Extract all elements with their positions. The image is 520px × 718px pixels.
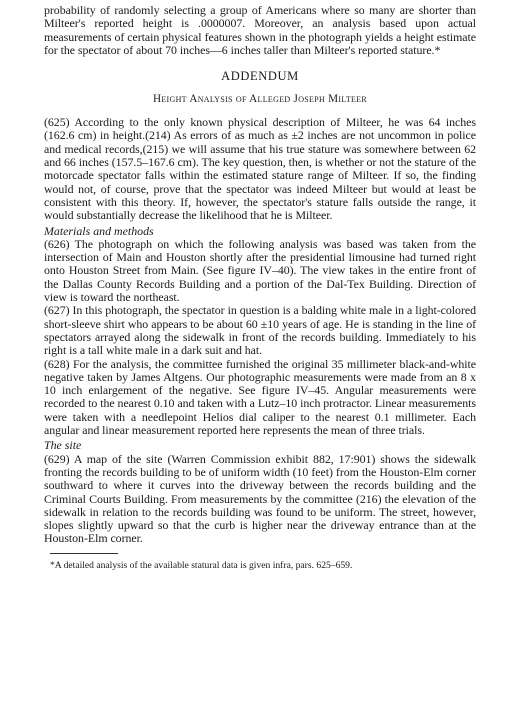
paragraph-626: (626) The photograph on which the following analysis was based was taken from the intersection of Main and Houston shortly after the presidential limousine had turned right onto Houston Street from Main. (See figure IV–40). The view takes in the entire front of the Dallas County Records Building and a portion of the Dal-Tex Building. Direction of view is toward the northeast. [44,236,476,305]
paragraph-628: (628) For the analysis, the committee furnished the original 35 millimeter black-and-white negative taken by James Altgens. Our photographic measurements were made from an 8 x 10 inch enlargement of the negative. See figure IV–45. Angular measurements were recorded to the nearest 0.10 and taken with a Lutz–10 inch protractor. Linear measurements were taken with a needlepoint Helios dial caliper to the nearest 0.1 millimeter. Each angular and linear measurement reported here represents the mean of three trials. [44,356,476,438]
paragraph-629: (629) A map of the site (Warren Commission exhibit 882, 17:901) shows the sidewalk fronting the records building to be of uniform width (10 feet) from the Houston-Elm corner southward to where it curves into the driveway between the records building and the Criminal Courts Building. From measurements by the committee (216) the elevation of the sidewalk in relation to the records building was found to be uniform. The street, however, slopes slightly upward so that the curb is higher near the driveway entrance than at the Houston-Elm corner. [44,451,476,546]
intro-paragraph: probability of randomly selecting a group of Americans where so many are shorter than Milteer's reported height is .0000007. Moreover, an analysis based upon actual measurements of certain physical features shown in the photograph yields a height estimate for the spectator of about 70 inches—6 inches taller than Milteer's reported stature.* [44,3,476,57]
section-heading-site: The site [44,438,82,453]
addendum-heading: ADDENDUM [221,69,299,84]
subheading: Height Analysis of Alleged Joseph Milteer [152,93,368,106]
paragraph-627: (627) In this photograph, the spectator in question is a balding white male in a light-colored short-sleeve shirt who appears to be about 60 ±10 years of age. He is standing in the line of spectators arrayed along the sidewalk in front of the records building. Immediately to his right is a tall white male in a dark suit and hat. [44,303,476,358]
section-heading-materials: Materials and methods [44,223,154,238]
footnote: *A detailed analysis of the available statural data is given infra, pars. 625–659. [50,559,353,571]
footnote-divider [50,553,118,554]
text-column [44,4,476,572]
paragraph-625: (625) According to the only known physical description of Milteer, he was 64 inches (162.6 cm) in height.(214) As errors of as much as ±2 inches are not uncommon in police and medical records,(215) we will assume that his true stature was somewhere between 62 and 66 inches (157.5–167.6 cm). The key question, then, is whether or not the stature of the motorcade spectator falls within the estimated stature range of Milteer. If so, the finding would not, of course, prove that the spectator was indeed Milteer but would at least be consistent with this theory. If, however, the spectator's stature falls outside the range, it would substantially decrease the likelihood that he is Milteer. [44,115,476,223]
